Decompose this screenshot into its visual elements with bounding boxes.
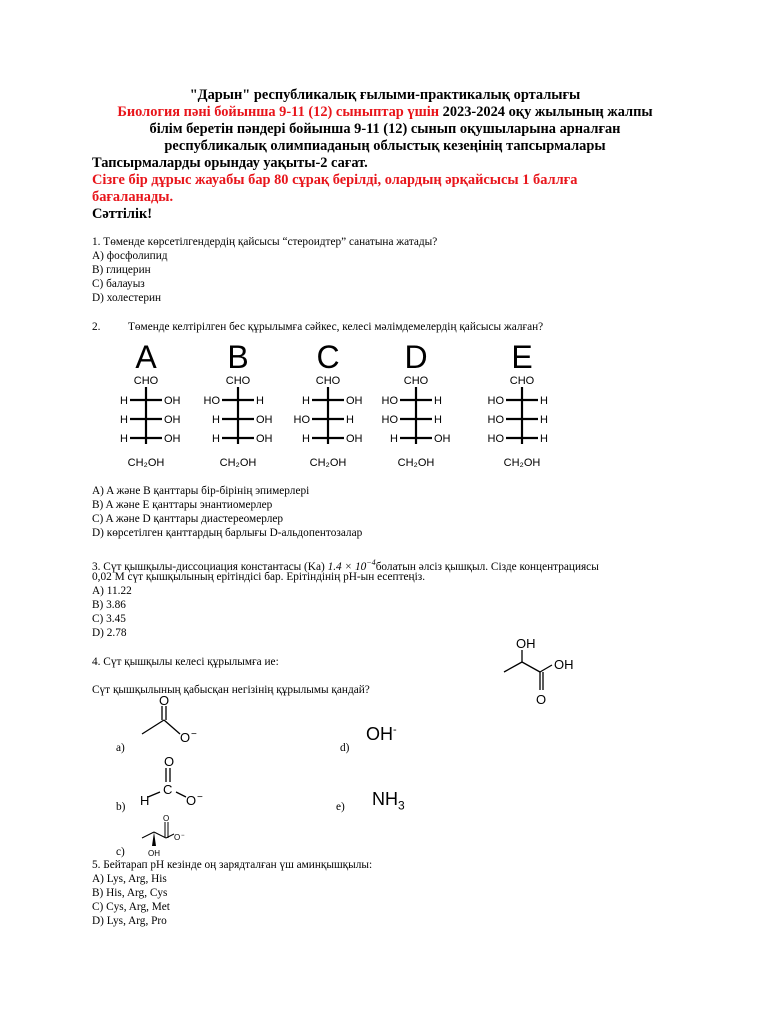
lactic-oh-top: OH bbox=[516, 636, 536, 651]
q2-number: 2. bbox=[92, 321, 101, 333]
notice-line2: бағаланады. bbox=[92, 189, 174, 205]
q4-question: 4. Сүт қышқылы келесі құрылымға ие: bbox=[92, 656, 279, 668]
header-line2-red: Биология пәні бойынша 9-11 (12) сыныптар үшін bbox=[117, 104, 440, 120]
structure-e-right-1: H bbox=[540, 395, 548, 407]
structure-a-cho: CHO bbox=[133, 375, 159, 387]
q5-option-a: A) Lys, Arg, His bbox=[92, 873, 167, 885]
lactic-oh-right: OH bbox=[554, 657, 574, 672]
header-line3: білім беретін пәндері бойынша 9-11 (12) сынып оқушыларына арналған bbox=[149, 121, 621, 137]
q5-option-c: C) Cys, Arg, Met bbox=[92, 901, 170, 913]
q4-sub-question: Сүт қышқылының қабысқан негізінің құрылымы қандай? bbox=[92, 684, 370, 696]
structure-letter-b: B bbox=[227, 339, 249, 375]
ka-mantissa: 1.4 × 10 bbox=[327, 560, 367, 573]
structure-e-left-2: HO bbox=[487, 414, 504, 426]
option-e-ammonia bbox=[372, 789, 405, 813]
notice-line1: Сізге бір дұрыс жауабы бар 80 сұрақ берілді, олардың әрқайсысы 1 баллға bbox=[92, 172, 578, 188]
q3-option-d: D) 2.78 bbox=[92, 627, 127, 639]
structure-a-left-2: H bbox=[120, 414, 128, 426]
q3-question-a: 3. Сүт қышқылы-диссоциация константасы (Ka) bbox=[92, 560, 328, 573]
option-d-hydroxide bbox=[366, 724, 397, 745]
structure-a-left-1: H bbox=[120, 395, 128, 407]
structure-a-right-3: OH bbox=[164, 433, 181, 445]
structure-letter-a: A bbox=[135, 339, 157, 375]
q1-option-c: C) балауыз bbox=[92, 278, 145, 290]
q4-option-c-letter: c) bbox=[116, 846, 125, 858]
d-text: OH bbox=[366, 724, 393, 744]
structure-c-cho: CHO bbox=[315, 375, 341, 387]
structure-letter-c: C bbox=[316, 339, 340, 375]
q5-question: 5. Бейтарап pH кезінде оң зарядталған үш аминқышқылы: bbox=[92, 859, 373, 871]
structure-e-right-3: H bbox=[540, 433, 548, 445]
d-sup: - bbox=[393, 724, 397, 736]
structure-c-right-1: OH bbox=[346, 395, 363, 407]
structure-b-cho: CHO bbox=[225, 375, 251, 387]
header-line1: "Дарын" республикалық ғылыми-практикалық орталығы bbox=[189, 87, 581, 103]
structure-a-right-2: OH bbox=[164, 414, 181, 426]
good-luck: Сәттілік! bbox=[92, 206, 153, 222]
q1-option-a: A) фосфолипид bbox=[92, 250, 168, 262]
q4-option-d-letter: d) bbox=[340, 742, 350, 754]
q3-question-b: болатын әлсіз қышқыл. Сізде концентрациясы bbox=[375, 560, 599, 573]
structure-a-ch2oh: CH₂OH bbox=[127, 457, 165, 469]
structure-letter-d: D bbox=[404, 339, 428, 375]
structure-c-ch2oh: CH₂OH bbox=[309, 457, 347, 469]
q4-option-b-letter: b) bbox=[116, 801, 126, 813]
fischer-projections bbox=[96, 338, 588, 480]
ka-exponent: −4 bbox=[366, 558, 376, 567]
c-o-top: O bbox=[163, 814, 170, 823]
structure-d-right-2: H bbox=[434, 414, 442, 426]
q4-option-a-letter: a) bbox=[116, 742, 125, 754]
svg-text:−: − bbox=[191, 729, 197, 740]
structure-b-left-1: HO bbox=[203, 395, 220, 407]
option-b-formate-structure bbox=[136, 752, 216, 808]
q3-option-a: A) 11.22 bbox=[92, 585, 132, 597]
structure-c-left-3: H bbox=[302, 433, 310, 445]
lactic-o-bottom: O bbox=[536, 692, 547, 707]
structure-c-left-2: HO bbox=[293, 414, 310, 426]
q1-question: 1. Төменде көрсетілгендердің қайсысы “стероидтер” санатына жатады? bbox=[92, 236, 438, 248]
structure-d-left-3: H bbox=[390, 433, 398, 445]
structure-e-left-3: HO bbox=[487, 433, 504, 445]
structure-e-left-1: HO bbox=[487, 395, 504, 407]
header-line2 bbox=[86, 104, 684, 121]
q2-question: Төменде келтірілген бес құрылымға сәйкес, келесі мәлімдемелердің қайсысы жалған? bbox=[128, 321, 544, 333]
lactic-acid-structure bbox=[498, 632, 588, 708]
option-a-acetate-structure bbox=[136, 694, 216, 746]
c-oh: OH bbox=[148, 849, 160, 858]
q4-option-e-letter: e) bbox=[336, 801, 345, 813]
q2-option-b: B) A және E қанттары энантиомерлер bbox=[92, 499, 273, 511]
q5-option-b: B) His, Arg, Cys bbox=[92, 887, 168, 899]
svg-text:−: − bbox=[197, 792, 203, 803]
structure-e-cho: CHO bbox=[509, 375, 535, 387]
structure-d-ch2oh: CH₂OH bbox=[397, 457, 435, 469]
option-c-lactate-structure bbox=[134, 812, 204, 860]
structure-a-left-3: H bbox=[120, 433, 128, 445]
header-line4: республикалық олимпиаданың облыстық кезеңінің тапсырмалары bbox=[164, 138, 606, 154]
structure-d-right-3: OH bbox=[434, 433, 451, 445]
q5-option-d: D) Lys, Arg, Pro bbox=[92, 915, 167, 927]
q1-option-b: B) глицерин bbox=[92, 264, 151, 276]
structure-e-right-2: H bbox=[540, 414, 548, 426]
a-o-top: O bbox=[159, 694, 170, 708]
q2-option-d: D) көрсетілген қанттардың барлығы D-альдопентозалар bbox=[92, 527, 363, 539]
q2-option-a: A) A және B қанттары бір-бірінің эпимерлері bbox=[92, 485, 310, 497]
structure-c-left-1: H bbox=[302, 395, 310, 407]
structure-b-right-2: OH bbox=[256, 414, 273, 426]
q1-option-d: D) холестерин bbox=[92, 292, 162, 304]
structure-b-left-2: H bbox=[212, 414, 220, 426]
structure-letter-e: E bbox=[511, 339, 533, 375]
header-line2-black: 2023-2024 оқу жылының жалпы bbox=[439, 104, 653, 120]
structure-d-left-2: HO bbox=[381, 414, 398, 426]
q2-option-c: C) A және D қанттары диастереомерлер bbox=[92, 513, 284, 525]
time-limit: Тапсырмаларды орындау уақыты-2 сағат. bbox=[92, 155, 368, 171]
structure-b-right-1: H bbox=[256, 395, 264, 407]
svg-text:−: − bbox=[181, 833, 185, 839]
q3-option-b: B) 3.86 bbox=[92, 599, 126, 611]
structure-d-cho: CHO bbox=[403, 375, 429, 387]
c-o-minus: O bbox=[174, 833, 181, 842]
a-o-minus: O bbox=[180, 730, 191, 745]
structure-e-ch2oh: CH₂OH bbox=[503, 457, 541, 469]
structure-d-left-1: HO bbox=[381, 395, 398, 407]
b-o-top: O bbox=[164, 754, 175, 769]
b-o-minus: O bbox=[186, 793, 197, 808]
structure-a-right-1: OH bbox=[164, 395, 181, 407]
b-c: C bbox=[163, 782, 173, 797]
structure-b-ch2oh: CH₂OH bbox=[219, 457, 257, 469]
q3-question-line2: 0,02 M сүт қышқылының ерітіндісі бар. Ерітіндінің pH-ын есептеңіз. bbox=[92, 571, 426, 583]
e-sub: 3 bbox=[398, 798, 405, 813]
structure-c-right-3: OH bbox=[346, 433, 363, 445]
b-h: H bbox=[140, 793, 150, 808]
structure-b-left-3: H bbox=[212, 433, 220, 445]
structure-c-right-2: H bbox=[346, 414, 354, 426]
structure-b-right-3: OH bbox=[256, 433, 273, 445]
structure-d-right-1: H bbox=[434, 395, 442, 407]
e-text: NH bbox=[372, 789, 398, 809]
q3-option-c: C) 3.45 bbox=[92, 613, 126, 625]
